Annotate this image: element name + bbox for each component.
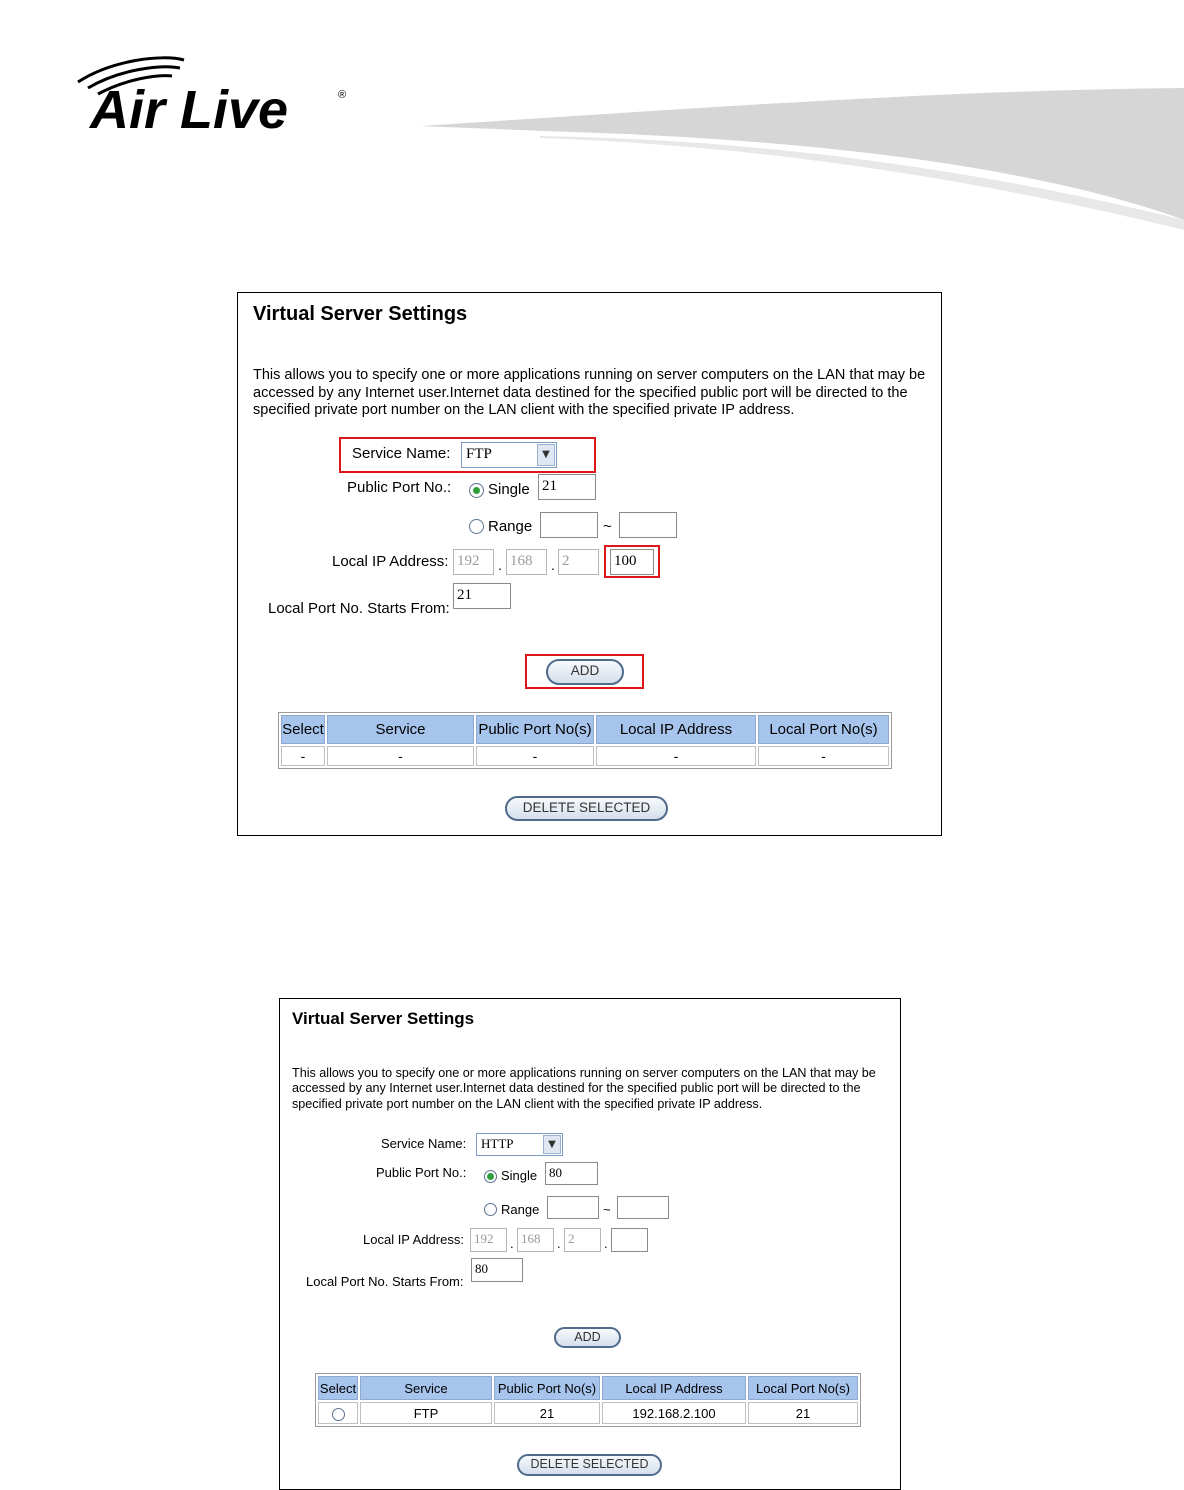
col-service: Service: [327, 715, 474, 744]
range-end-input[interactable]: [619, 512, 677, 538]
highlight-ip-octet: [604, 545, 660, 578]
single-radio[interactable]: [484, 1170, 497, 1183]
cell-local-port: -: [758, 746, 889, 766]
row-select-radio[interactable]: [332, 1408, 345, 1421]
service-name-value: FTP: [466, 446, 492, 462]
range-radio[interactable]: [469, 519, 484, 534]
ip-dot: .: [498, 557, 502, 573]
highlight-service-name: [339, 437, 596, 473]
service-name-label: Service Name:: [352, 445, 451, 462]
cell-select: -: [281, 746, 325, 766]
single-label: Single: [501, 1168, 538, 1183]
chevron-down-icon[interactable]: ▼: [537, 444, 555, 466]
ip-octet-2[interactable]: 168: [517, 1228, 554, 1252]
ip-octet-1[interactable]: 192: [470, 1228, 507, 1252]
panel-description: This allows you to specify one or more applications running on server computers on the LAN that may be accessed by any Internet user.Internet data destined for the specified public port will be directed to the specified private port number on the LAN client with the specified private IP address.: [253, 367, 926, 419]
table-header-row: [318, 1376, 858, 1400]
single-port-input[interactable]: 80: [545, 1162, 598, 1185]
range-label: Range: [488, 518, 533, 535]
range-start-input[interactable]: [547, 1196, 599, 1219]
public-port-label: Public Port No.:: [347, 479, 452, 496]
col-service: Service: [360, 1376, 492, 1400]
range-separator: ~: [603, 1202, 611, 1217]
local-ip-label: Local IP Address:: [363, 1232, 464, 1247]
single-port-input[interactable]: 21: [538, 474, 596, 500]
svg-text:Air Live: Air Live: [90, 80, 289, 140]
service-name-value: HTTP: [481, 1136, 514, 1151]
public-port-label: Public Port No.:: [376, 1165, 467, 1180]
table-row: [318, 1402, 858, 1424]
col-select: Select: [318, 1376, 358, 1400]
delete-selected-button[interactable]: DELETE SELECTED: [517, 1454, 662, 1476]
range-label: Range: [501, 1202, 540, 1217]
add-button[interactable]: ADD: [554, 1327, 621, 1348]
highlight-add-button: [525, 654, 644, 689]
single-label: Single: [488, 481, 530, 498]
col-local-port: Local Port No(s): [758, 715, 889, 744]
ip-octet-4[interactable]: [611, 1228, 648, 1252]
virtual-server-panel-2: [279, 998, 901, 1490]
cell-local-ip: 192.168.2.100: [602, 1402, 746, 1424]
cell-public-port: -: [476, 746, 594, 766]
service-name-select[interactable]: [476, 1133, 563, 1156]
range-separator: ~: [603, 518, 612, 535]
ip-dot: .: [603, 557, 607, 573]
table-header-row: [281, 715, 889, 744]
chevron-down-icon[interactable]: ▼: [543, 1135, 561, 1154]
local-port-label: Local Port No. Starts From:: [268, 600, 450, 617]
panel-description: This allows you to specify one or more applications running on server computers on the LAN that may be accessed by any Internet user.Internet data destined for the specified public port will be directed to the specified private port number on the LAN client with the specified private IP address.: [292, 1066, 876, 1111]
ip-octet-3[interactable]: 2: [558, 549, 599, 575]
service-name-label: Service Name:: [381, 1136, 467, 1151]
panel-title: Virtual Server Settings: [292, 1009, 475, 1028]
ip-octet-2[interactable]: 168: [506, 549, 547, 575]
ip-octet-4[interactable]: 100: [610, 549, 654, 575]
add-button[interactable]: ADD: [546, 659, 624, 685]
cell-service: FTP: [360, 1402, 492, 1424]
col-select: Select: [281, 715, 325, 744]
cell-local-ip: -: [596, 746, 756, 766]
cell-select[interactable]: [318, 1402, 358, 1424]
col-local-ip: Local IP Address: [602, 1376, 746, 1400]
header-swoosh: [420, 80, 1184, 230]
local-ip-label: Local IP Address:: [332, 553, 449, 570]
col-local-ip: Local IP Address: [596, 715, 756, 744]
delete-selected-button[interactable]: DELETE SELECTED: [505, 796, 668, 821]
single-radio[interactable]: [469, 483, 484, 498]
local-port-input[interactable]: 21: [453, 583, 511, 609]
ip-octet-1[interactable]: 192: [453, 549, 494, 575]
local-port-label: Local Port No. Starts From:: [306, 1274, 464, 1289]
ip-dot: .: [557, 1236, 561, 1251]
local-port-input[interactable]: 80: [471, 1258, 523, 1282]
virtual-server-table: [278, 712, 892, 769]
range-radio[interactable]: [484, 1203, 497, 1216]
svg-text:®: ®: [338, 89, 347, 101]
panel-title: Virtual Server Settings: [253, 303, 468, 325]
ip-dot: .: [551, 557, 555, 573]
range-start-input[interactable]: [540, 512, 598, 538]
virtual-server-panel-1: [237, 292, 942, 836]
ip-dot: .: [604, 1236, 608, 1251]
airlive-logo: [72, 52, 362, 142]
cell-local-port: 21: [748, 1402, 858, 1424]
table-row: [281, 746, 889, 766]
cell-service: -: [327, 746, 474, 766]
range-end-input[interactable]: [617, 1196, 669, 1219]
ip-dot: .: [510, 1236, 514, 1251]
virtual-server-table: [315, 1373, 861, 1427]
col-public-port: Public Port No(s): [494, 1376, 600, 1400]
col-public-port: Public Port No(s): [476, 715, 594, 744]
cell-public-port: 21: [494, 1402, 600, 1424]
ip-octet-3[interactable]: 2: [564, 1228, 601, 1252]
col-local-port: Local Port No(s): [748, 1376, 858, 1400]
